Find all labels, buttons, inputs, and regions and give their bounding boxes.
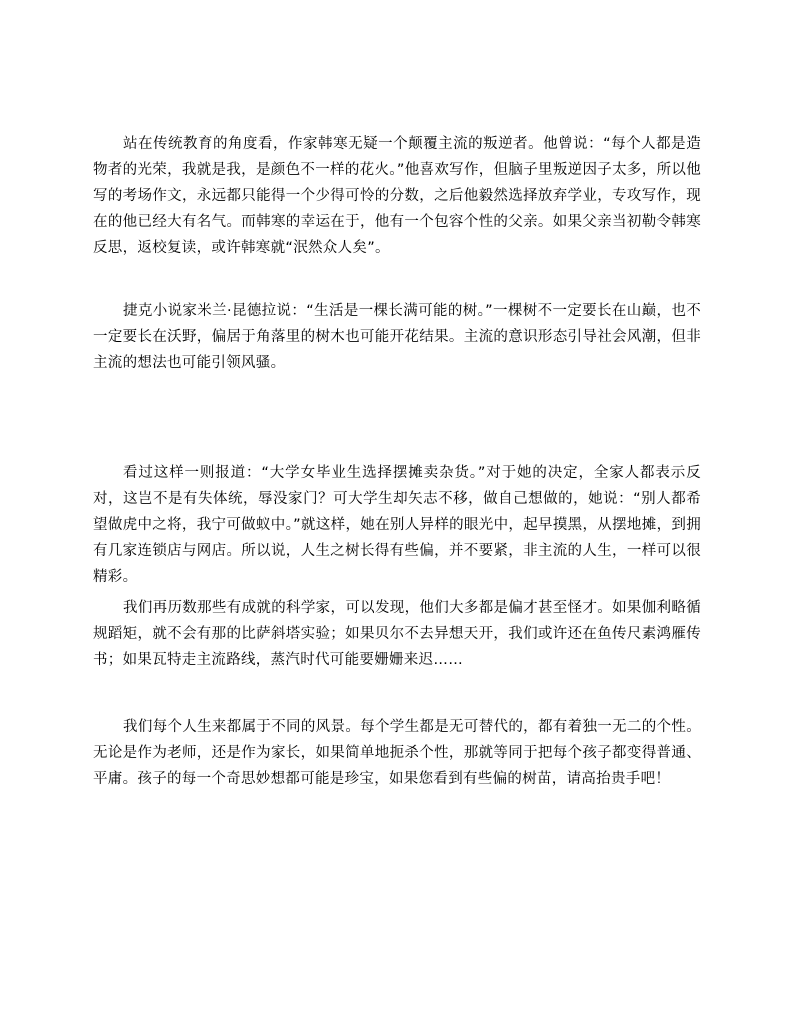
paragraph-scientists: 我们再历数那些有成就的科学家，可以发现，他们大多都是偏才甚至怪才。如果伽利略循规蹈矩，就不会有那的比萨斜塔实验；如果贝尔不去异想天开，我们或许还在鱼传尺素鸿雁传书；如果瓦特走主流路线，蒸汽时代可能要姗姗来迟…… [93,600,701,668]
paragraph-kundera: 捷克小说家米兰·昆德拉说：“生活是一棵长满可能的树。”一棵树不一定要长在山巅，也不一定要长在沃野，偏居于角落里的树木也可能开花结果。主流的意识形态引导社会风潮，但非主流的想法也可能引领风骚。 [93,303,701,371]
paragraph-street-vendor: 看过这样一则报道：“大学女毕业生选择摆摊卖杂货。”对于她的决定，全家人都表示反对，这岂不是有失体统，辱没家门？可大学生却矢志不移，做自己想做的，她说：“别人都希望做虎中之将，我宁可做蚁中。”就这样，她在别人异样的眼光中，起早摸黑，从摆地摊，到拥有几家连锁店与网店。所以说，人生之树长得有些偏，并不要紧，非主流的人生，一样可以很精彩。 [93,465,701,585]
paragraph-conclusion: 我们每个人生来都属于不同的风景。每个学生都是无可替代的，都有着独一无二的个性。无论是作为老师，还是作为家长，如果简单地扼杀个性，那就等同于把每个孩子都变得普通、平庸。孩子的每一个奇思妙想都可能是珍宝，如果您看到有些偏的树苗，请高抬贵手吧！ [93,719,701,787]
paragraph-han-han: 站在传统教育的角度看，作家韩寒无疑一个颠覆主流的叛逆者。他曾说：“每个人都是造物者的光荣，我就是我，是颜色不一样的花火。”他喜欢写作，但脑子里叛逆因子太多，所以他写的考场作文，永远都只能得一个少得可怜的分数，之后他毅然选择放弃学业，专攻写作，现在的他已经大有名气。而韩寒的幸运在于，他有一个包容个性的父亲。如果父亲当初勒令韩寒反思，返校复读，或许韩寒就“泯然众人矣”。 [93,136,701,256]
